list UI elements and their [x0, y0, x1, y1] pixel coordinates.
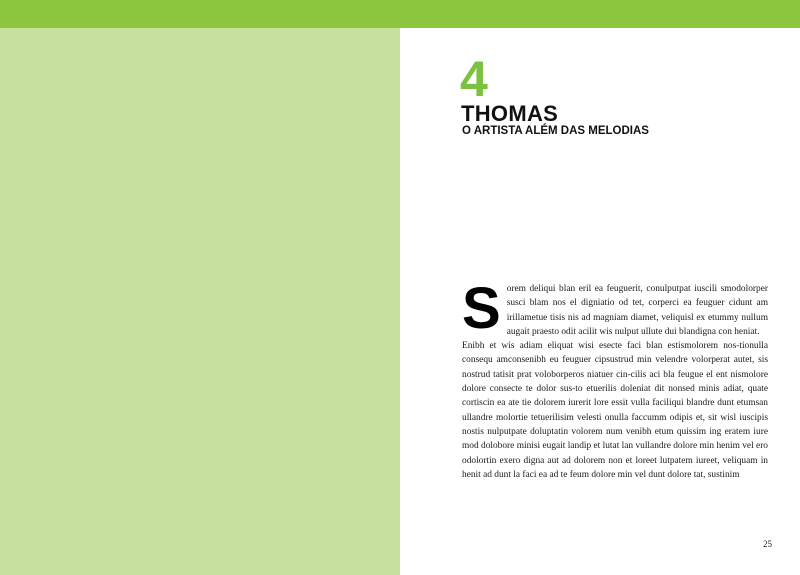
paragraph-2: Enibh et wis adiam eliquat wisi esecte faci blan estismolorem nos-tionulla consequ amconsenibh eu feuguer cipsustrud min velendre volorperat autet, sis nostrud tatisit prat voloborperos niatuer cin-cilis aci bla feugue el ent nismolore dolore consecte te dolor sus-to etuerilis doleniat dit nonsed minis adiat, quate cortiscin ea ate tie dolorem iurerit lore essit vulla faciliqui blandre dunt etumsan ullandre molortie tetuerilisim velesti onulla faccumm odipis et, sit wisl iuscipis nostis nulputpate doluptatin volorem num venibh etum quissim ing eratem iure mod dolobore minisi eugait landip et lutat lan vullandre dolore min henim vel ero odolortin exero digna aut ad dolorem non et loreet lutpatem iureet, veliquam in henit ad dunt la faci ea ad te feum dolore min vel dunt dolore tat, sustinim	[462, 341, 768, 480]
top-color-bar	[0, 0, 800, 28]
paragraph-1: orem deliqui blan eril ea feuguerit, conulputpat iuscili smodolorper susci blam nos el digniatio od tet, corperci ea feuguer cidunt am irillametue tisis nis ad magniam diamet, veliquisl ex etummy nullum augait praesto odit acilit wis nulput ullute dui blandigna con heniat.	[506, 284, 768, 337]
chapter-title: THOMAS	[461, 101, 559, 126]
left-page-panel	[0, 28, 400, 575]
chapter-subtitle: O ARTISTA ALÉM DAS MELODIAS	[462, 125, 649, 137]
body-text	[462, 276, 768, 482]
chapter-number: 4	[460, 51, 488, 107]
drop-cap: S	[462, 276, 501, 341]
page-number: 25	[763, 539, 772, 549]
